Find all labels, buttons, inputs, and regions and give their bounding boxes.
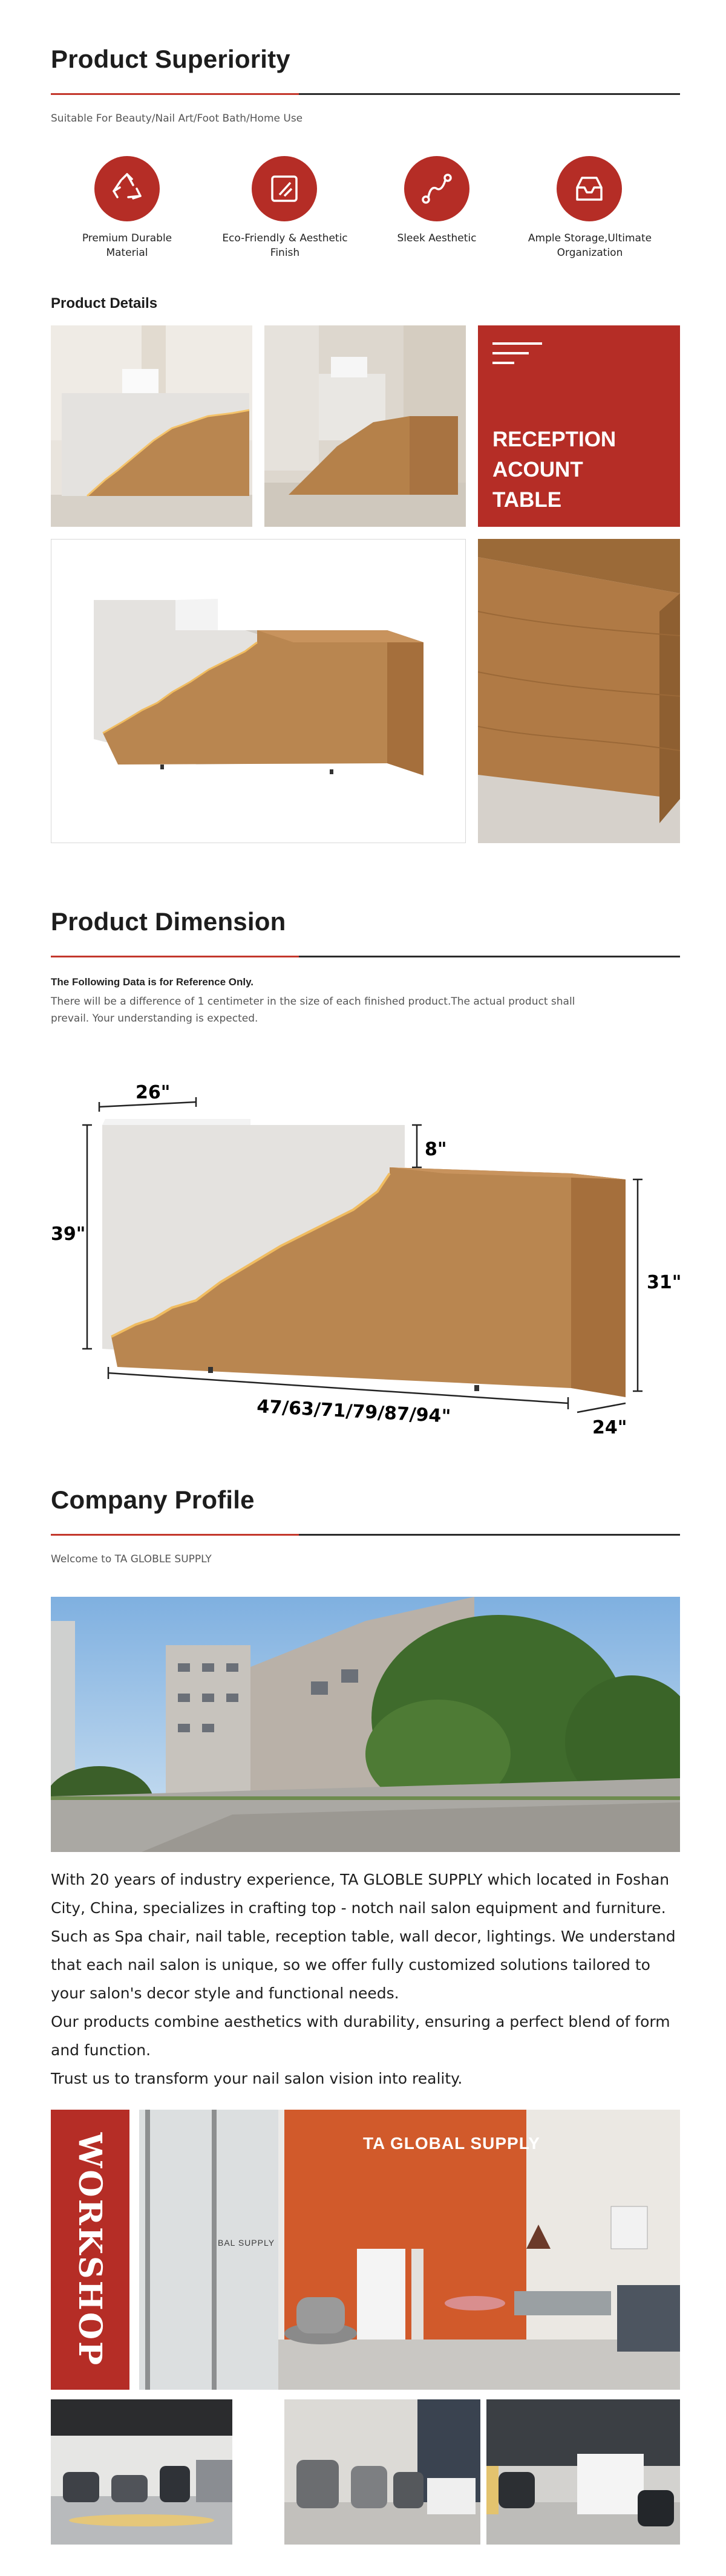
company-description: With 20 years of industry experience, TA GLOBLE SUPPLY which located in Foshan City, China, specializes in crafting top - notch nail salon equipment and furniture. Such as Spa chair, nail table, reception table, wall decor, lightings. We understand that each nail salon is unique, so we offer fully customized solutions tailored to your salon's decor style and functional needs. Our products combine aesthetics with durability, ensuring a perfect blend of form and function. Trust us to transform your nail salon vision into reality.	[51, 1871, 676, 2087]
feature-premium-material	[94, 156, 160, 221]
detail-render	[51, 539, 466, 843]
company-title: Company Profile	[51, 1485, 255, 1514]
feature-label-2: Eco-Friendly & Aesthetic Finish	[222, 232, 348, 259]
section-rule	[51, 93, 680, 95]
dimension-diagram	[51, 1083, 680, 1446]
feature-sleek	[404, 156, 469, 221]
factory-photo	[51, 1597, 680, 1852]
feature-label-4: Ample Storage,Ultimate Organization	[528, 232, 652, 259]
dim-depth-bottom: 24"	[592, 1417, 627, 1438]
workshop-photo-3	[486, 2399, 680, 2545]
wall-sign: TA GLOBAL SUPPLY	[363, 2134, 540, 2153]
glass-sign: BAL SUPPLY	[218, 2238, 275, 2248]
details-title: Product Details	[51, 295, 158, 311]
feature-label-3: Sleek Aesthetic	[397, 232, 477, 244]
feature-eco-finish	[252, 156, 317, 221]
recycle-icon	[94, 156, 160, 221]
workshop-banner-text: WORKSHOP	[71, 2132, 109, 2367]
superiority-title: Product Superiority	[51, 45, 290, 73]
detail-photo-front	[51, 325, 252, 527]
company-subtitle: Welcome to TA GLOBLE SUPPLY	[51, 1553, 212, 1565]
curve-path-icon	[404, 156, 469, 221]
dim-height-right: 31"	[647, 1272, 680, 1293]
dim-step: 8"	[425, 1139, 447, 1160]
details-banner	[478, 325, 680, 527]
detail-photo-corner	[478, 539, 680, 843]
section-rule	[51, 1534, 680, 1536]
dim-length: 47/63/71/79/87/94"	[256, 1396, 451, 1427]
feature-storage	[557, 156, 622, 221]
workshop-photo-2	[284, 2399, 480, 2545]
details-banner-text: RECEPTION ACOUNT TABLE	[492, 428, 616, 512]
dimension-note-bold: The Following Data is for Reference Only.	[51, 976, 254, 988]
dim-height-left: 39"	[51, 1224, 86, 1245]
superiority-subtitle: Suitable For Beauty/Nail Art/Foot Bath/Home Use	[51, 112, 303, 125]
showroom-photo	[139, 2110, 680, 2390]
dimension-title: Product Dimension	[51, 907, 286, 936]
dimension-note: There will be a difference of 1 centimeter in the size of each finished product.The actual product shall prevail. Your understanding is expected.	[51, 996, 575, 1025]
workshop-banner	[51, 2110, 129, 2390]
workshop-photo-1	[51, 2399, 232, 2545]
section-rule	[51, 956, 680, 957]
storage-tray-icon	[557, 156, 622, 221]
eco-frame-icon	[252, 156, 317, 221]
dim-depth-top: 26"	[136, 1083, 171, 1103]
detail-photo-side	[264, 325, 466, 527]
feature-label-1: Premium Durable Material	[82, 232, 172, 259]
